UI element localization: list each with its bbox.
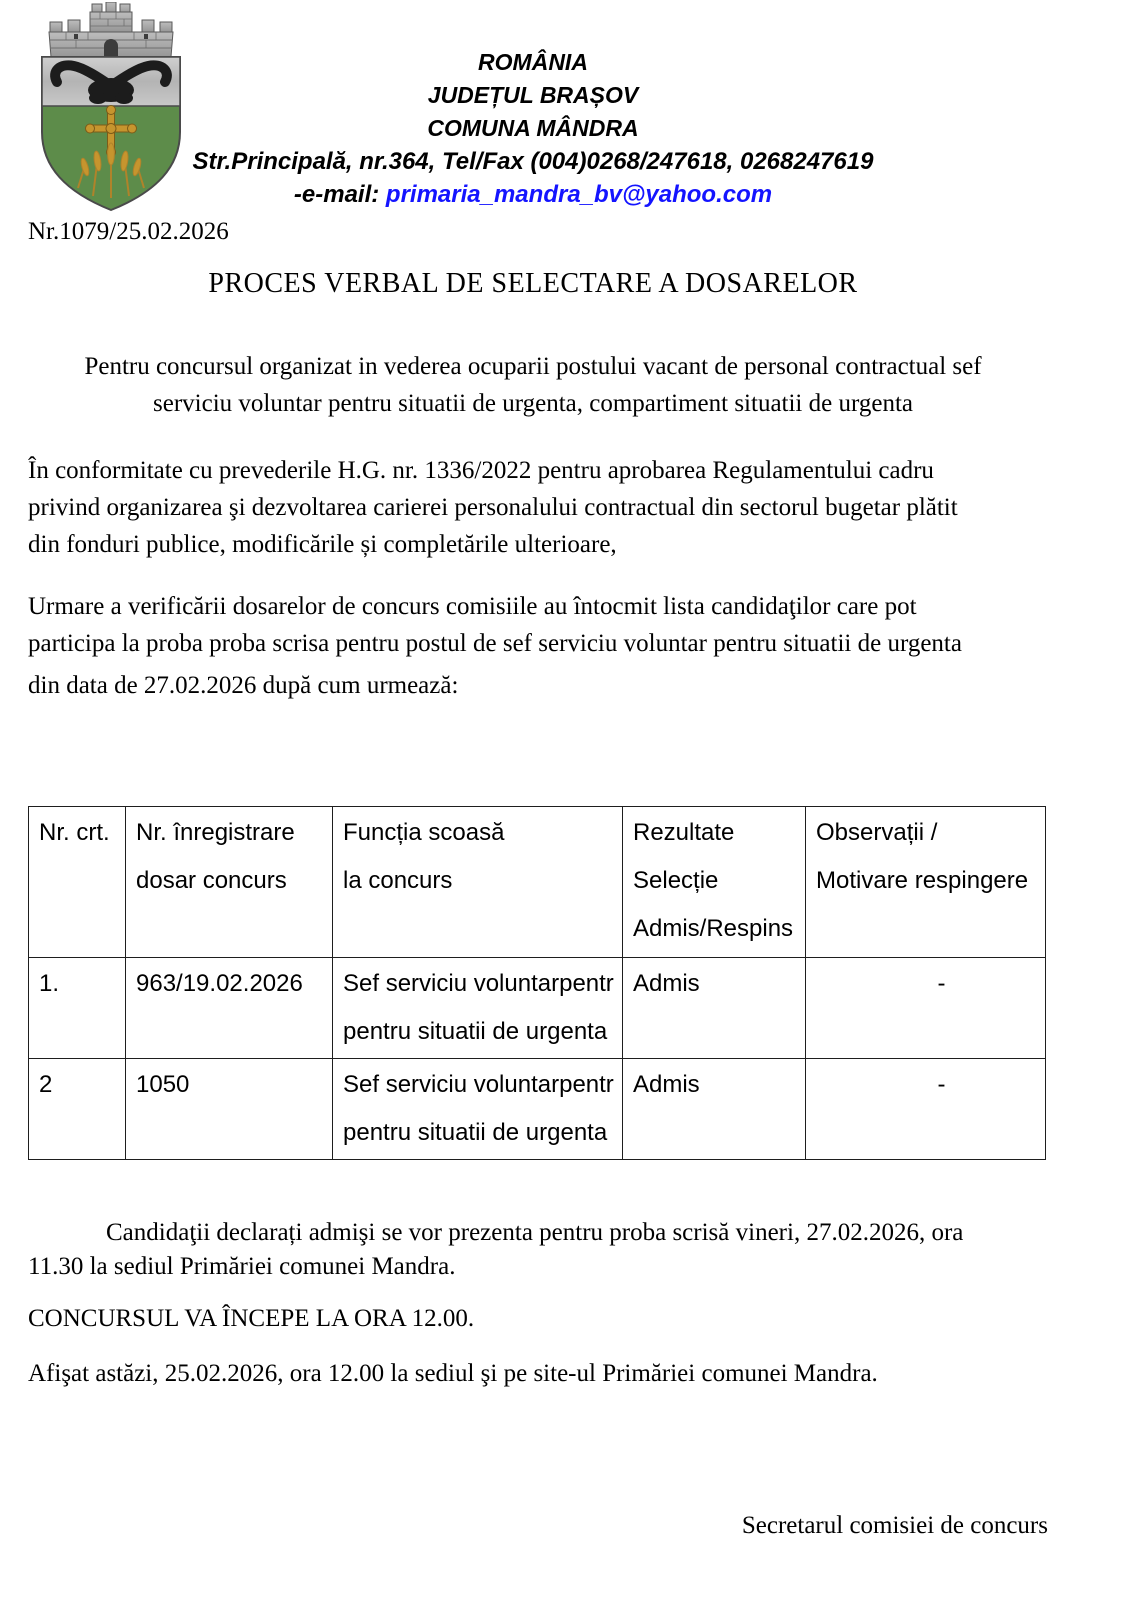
email-link[interactable]: primaria_mandra_bv@yahoo.com [385,181,773,208]
header-cell-nr-crt: Nr. crt. [29,807,126,958]
cell-rezultat: Admis [623,958,806,1059]
cell-nr-inregistrare: 963/19.02.2026 [126,958,333,1059]
header-commune: COMUNA MÂNDRA [427,115,639,141]
table-row [29,1059,1046,1160]
paragraph-line: participa la proba proba scrisa pentru postul de sef serviciu voluntar pentru situatii de urgenta [28,630,962,657]
header-email-line [33,178,1033,211]
contest-start-line: CONCURSUL VA ÎNCEPE LA ORA 12.00. [28,1305,475,1332]
footer-candidates-paragraph [28,1216,1068,1284]
page-title: PROCES VERBAL DE SELECTARE A DOSARELOR [208,268,858,299]
paragraph-line: din fonduri publice, modificările și completările ulterioare, [28,531,617,558]
paragraph-line: Candidaţii declarați admişi se vor prezenta pentru proba scrisă vineri, 27.02.2026, ora [106,1219,964,1246]
paragraph-line: serviciu voluntar pentru situatii de urgenta, compartiment situatii de urgenta [153,390,913,417]
paragraph-result [28,588,1058,662]
paragraph-date: din data de 27.02.2026 după cum urmează: [28,672,459,699]
header-cell-nr-inregistrare: Nr. înregistrare dosar concurs [126,807,333,958]
dosare-table [28,806,1046,1160]
posted-line: Afişat astăzi, 25.02.2026, ora 12.00 la sediul şi pe site-ul Primăriei comunei Mandra. [28,1360,878,1387]
letterhead [33,46,1033,211]
paragraph-line: 11.30 la sediul Primăriei comunei Mandra. [28,1253,456,1280]
document-number: Nr.1079/25.02.2026 [28,218,229,245]
cell-observatii: - [806,958,1046,1059]
cell-nr: 1. [29,958,126,1059]
header-county: JUDEȚUL BRAȘOV [427,82,639,108]
cell-functia: Sef serviciu voluntarpentr pentru situatii de urgenta [333,958,623,1059]
cell-nr: 2 [29,1059,126,1160]
cell-observatii: - [806,1059,1046,1160]
header-country: ROMÂNIA [478,49,588,75]
paragraph-intro [33,348,1033,422]
paragraph-line: Urmare a verificării dosarelor de concurs comisiile au întocmit lista candidaţilor care pot [28,593,917,620]
cell-rezultat: Admis [623,1059,806,1160]
paragraph-line: privind organizarea şi dezvoltarea carierei personalului contractual din sectorul bugetar plătit [28,494,958,521]
signature-label: Secretarul comisiei de concurs [741,1512,1048,1539]
paragraph-line: Pentru concursul organizat in vederea ocuparii postului vacant de personal contractual sef [84,353,982,380]
paragraph-legal [28,452,1058,563]
header-cell-observatii: Observații / Motivare respingere [806,807,1046,958]
header-cell-rezultate: Rezultate Selecție Admis/Respins [623,807,806,958]
email-label: -e-mail: [293,181,386,208]
table-row [29,958,1046,1059]
header-address: Str.Principală, nr.364, Tel/Fax (004)0268/247618, 0268247619 [192,148,874,175]
paragraph-line: În conformitate cu prevederile H.G. nr. 1336/2022 pentru aprobarea Regulamentului cadru [28,457,934,484]
cell-functia: Sef serviciu voluntarpentr pentru situatii de urgenta [333,1059,623,1160]
cell-nr-inregistrare: 1050 [126,1059,333,1160]
header-cell-functia: Funcția scoasă la concurs [333,807,623,958]
table-header-row [29,807,1046,958]
